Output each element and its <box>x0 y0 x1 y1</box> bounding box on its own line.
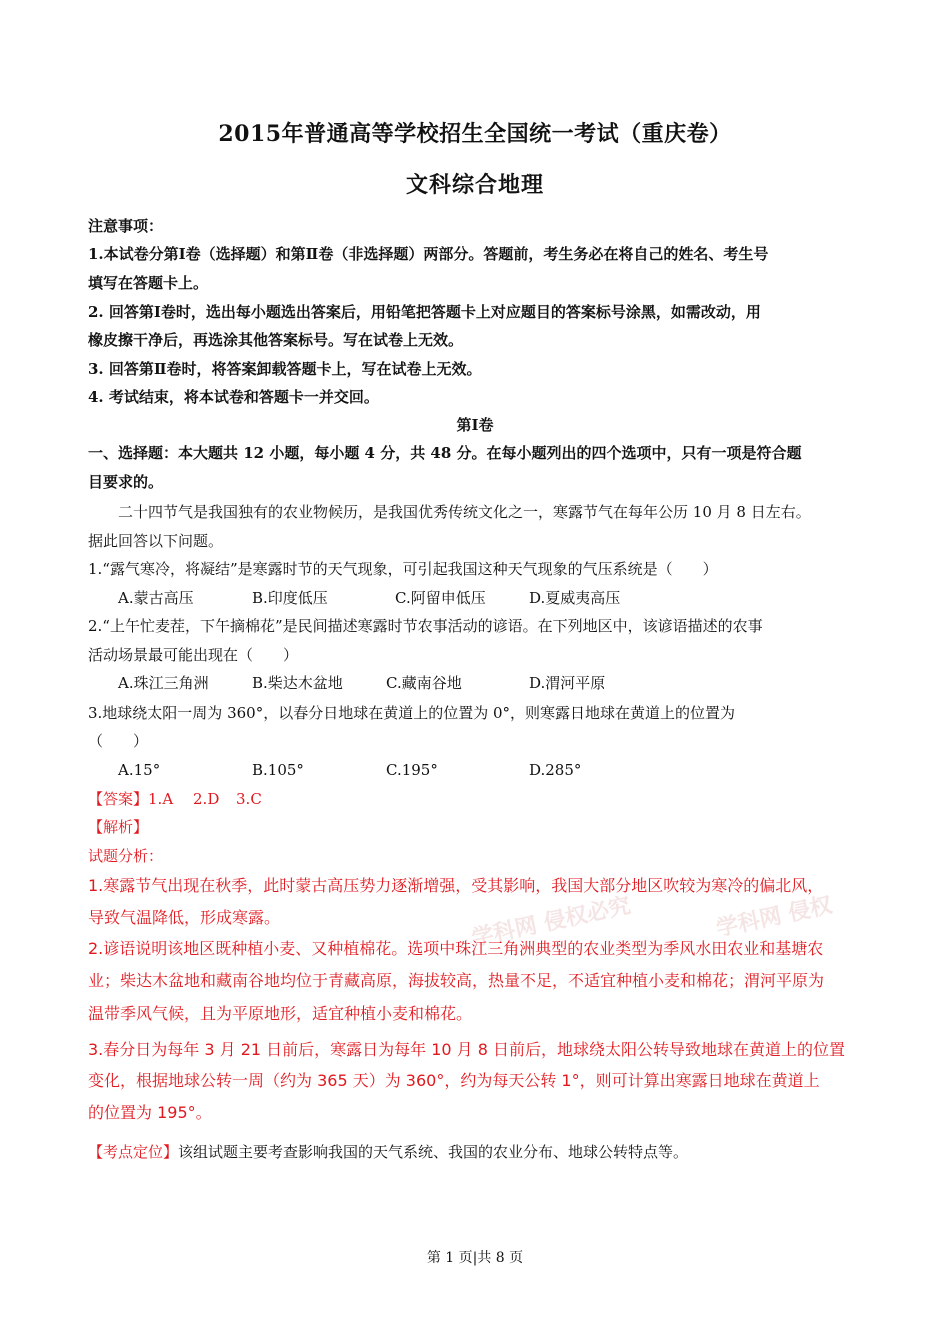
part-heading: 目要求的。 <box>88 473 164 491</box>
watermark-logo: 学科网 侵权必究 <box>469 893 633 952</box>
notice-item: 4. 考试结束，将本试卷和答题卡一并交回。 <box>88 388 379 406</box>
option-a: A.15° <box>118 761 161 779</box>
option-b: B.柴达木盆地 <box>252 674 343 692</box>
analysis-text: 3.春分日为每年 3 月 21 日前后，寒露日为每年 10 月 8 日前后，地球绕太阳公转导致地球在黄道上的位置 <box>88 1040 846 1059</box>
analysis-text: 温带季风气候，且为平原地形，适宜种植小麦和棉花。 <box>88 1004 473 1023</box>
question-2-stem: 2.“上午忙麦茬，下午摘棉花”是民间描述寒露时节农事活动的谚语。在下列地区中，该谚语描述的农事 <box>88 617 763 635</box>
analysis-text: 导致气温降低，形成寒露。 <box>88 908 281 927</box>
part-heading: 一、选择题：本大题共 12 小题，每小题 4 分，共 48 分。在每小题列出的四个选项中，只有一项是符合题 <box>88 444 802 462</box>
kaodian-line <box>88 1142 688 1162</box>
answer-item: 1.A <box>148 790 174 808</box>
kaodian-text: 该组试题主要考查影响我国的天气系统、我国的农业分布、地球公转特点等。 <box>178 1143 689 1161</box>
option-c: C.阿留申低压 <box>395 589 486 607</box>
section-title: 第Ⅰ卷 <box>456 416 494 434</box>
option-d: D.285° <box>529 761 582 779</box>
answer-item: 2.D <box>193 790 220 808</box>
notice-item: 2. 回答第Ⅰ卷时，选出每小题选出答案后，用铅笔把答题卡上对应题目的答案标号涂黑，如需改动，用 <box>88 303 761 321</box>
analysis-text: 业；柴达木盆地和藏南谷地均位于青藏高原，海拔较高，热量不足，不适宜种植小麦和棉花；渭河平原为 <box>88 971 825 990</box>
watermark-logo: 学科网 侵权 <box>714 892 835 942</box>
question-2-options <box>118 673 605 693</box>
option-c: C.藏南谷地 <box>386 674 462 692</box>
exam-title: 2015年普通高等学校招生全国统一考试（重庆卷） <box>218 121 732 147</box>
answer-label: 【答案】 <box>88 790 149 808</box>
option-a: A.蒙古高压 <box>118 589 194 607</box>
analysis-label: 【解析】 <box>88 818 149 836</box>
question-2-stem: 活动场景最可能出现在（ ） <box>88 646 299 664</box>
passage-text: 二十四节气是我国独有的农业物候历，是我国优秀传统文化之一，寒露节气在每年公历 10 月 8 日左右。 <box>118 503 811 521</box>
question-1-options <box>118 588 620 608</box>
kaodian-label: 【考点定位】 <box>88 1143 179 1161</box>
notice-item: 3. 回答第Ⅱ卷时，将答案卸载答题卡上，写在试卷上无效。 <box>88 360 482 378</box>
notice-item: 填写在答题卡上。 <box>88 274 209 292</box>
passage-text: 据此回答以下问题。 <box>88 532 224 550</box>
notice-item: 橡皮擦干净后，再选涂其他答案标号。写在试卷上无效。 <box>88 331 464 349</box>
page-footer: 第 1 页|共 8 页 <box>426 1250 524 1266</box>
option-c: C.195° <box>386 761 438 779</box>
notice-item: 1.本试卷分第Ⅰ卷（选择题）和第Ⅱ卷（非选择题）两部分。答题前，考生务必在将自己的姓名、考生号 <box>88 245 769 263</box>
notice-heading: 注意事项： <box>88 217 164 235</box>
option-b: B.印度低压 <box>252 589 328 607</box>
answer-item: 3.C <box>236 790 262 808</box>
option-a: A.珠江三角洲 <box>118 674 209 692</box>
analysis-subheading: 试题分析： <box>88 847 164 865</box>
analysis-text: 变化，根据地球公转一周（约为 365 天）为 360°，约为每天公转 1°，则可计算出寒露日地球在黄道上 <box>88 1071 820 1090</box>
question-3-stem: 3.地球绕太阳一周为 360°，以春分日地球在黄道上的位置为 0°，则寒露日地球在黄道上的位置为 <box>88 704 736 722</box>
analysis-text: 2.谚语说明该地区既种植小麦、又种植棉花。选项中珠江三角洲典型的农业类型为季风水田农业和基塘农 <box>88 939 824 958</box>
question-3-options <box>118 760 581 780</box>
analysis-text: 1.寒露节气出现在秋季，此时蒙古高压势力逐渐增强，受其影响，我国大部分地区吹较为寒冷的偏北风， <box>88 876 824 895</box>
question-3-stem: （ ） <box>88 732 149 750</box>
option-b: B.105° <box>252 761 304 779</box>
option-d: D.渭河平原 <box>529 674 606 692</box>
analysis-text: 的位置为 195°。 <box>88 1103 212 1122</box>
answer-line <box>88 789 262 809</box>
question-1-stem: 1.“露气寒冷，将凝结”是寒露时节的天气现象，可引起我国这种天气现象的气压系统是（ ） <box>88 560 718 578</box>
exam-subtitle: 文科综合地理 <box>405 172 544 198</box>
option-d: D.夏威夷高压 <box>529 589 621 607</box>
